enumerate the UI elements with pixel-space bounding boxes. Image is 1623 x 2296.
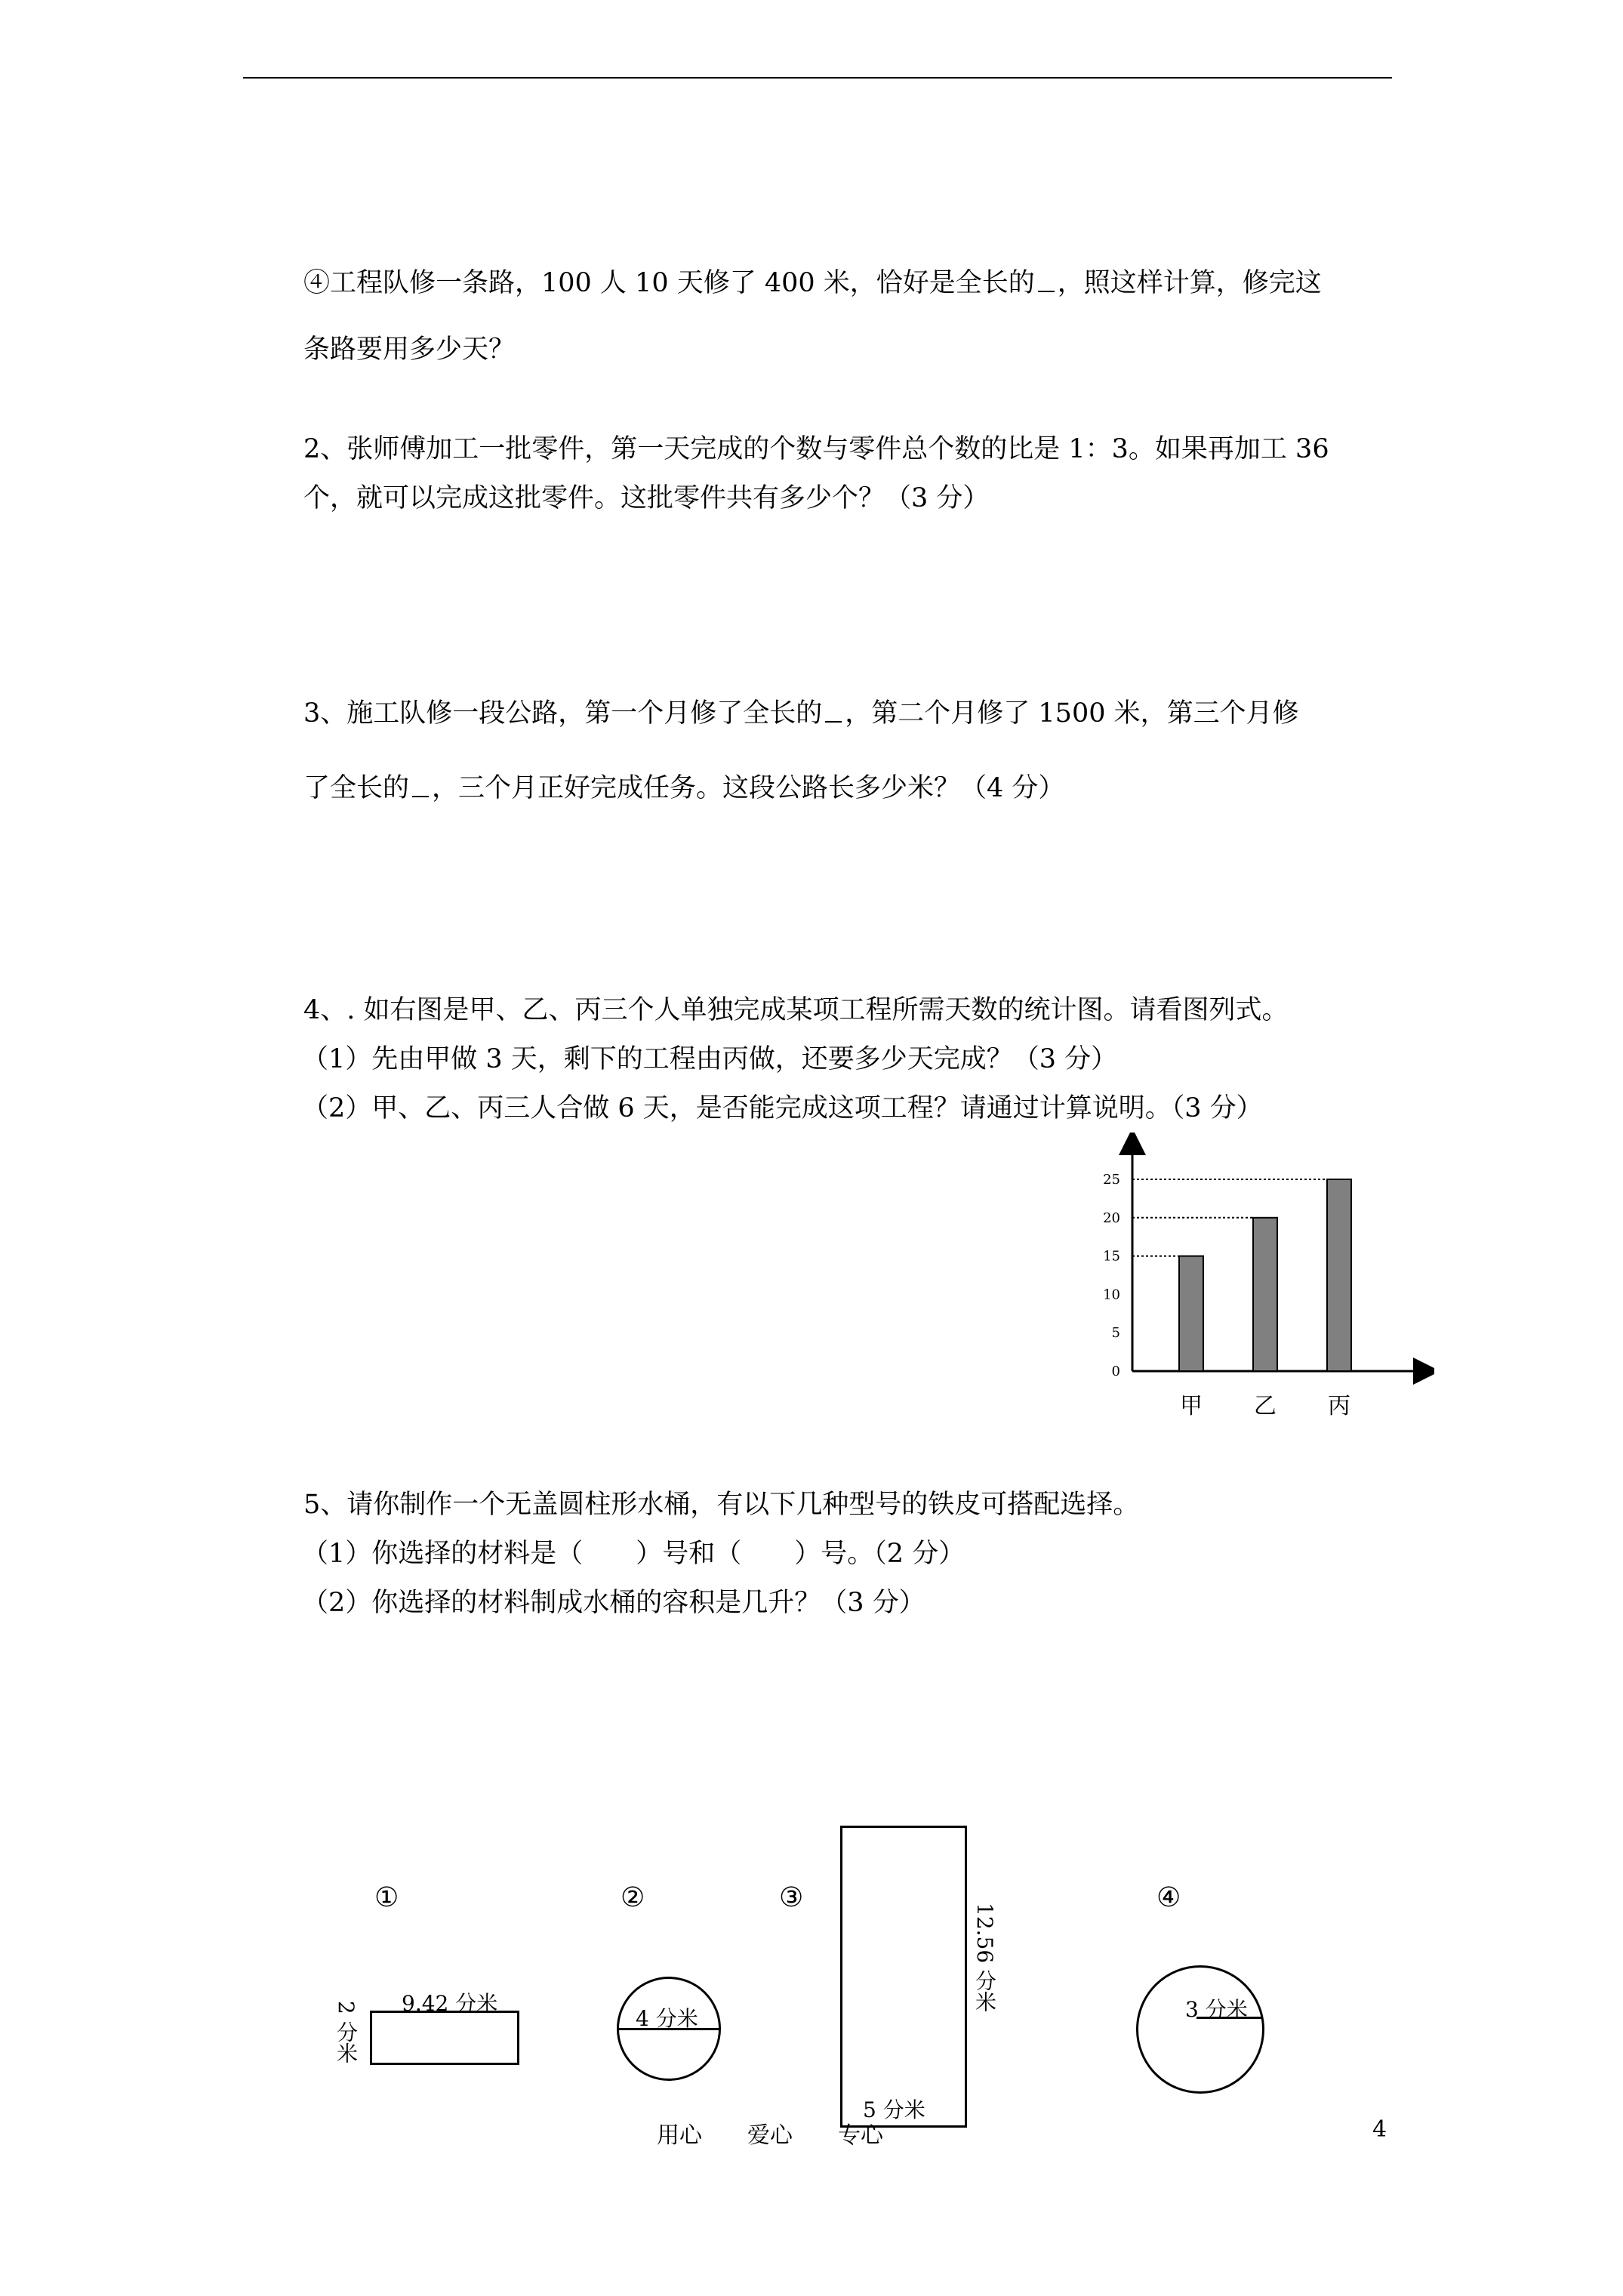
bar-2 — [1327, 1179, 1351, 1371]
y-tick-label: 25 — [1103, 1172, 1120, 1188]
bar-0 — [1179, 1256, 1203, 1371]
q2-line1: 2、张师傅加工一批零件，第一天完成的个数与零件总个数的比是 1：3。如果再加工 36 — [303, 434, 1329, 464]
q3-line1: 3、施工队修一段公路，第一个月修了全长的 ，第二个月修了 1500 米，第三个月修 — [303, 698, 1299, 729]
y-tick-label: 5 — [1111, 1325, 1120, 1342]
fraction-placeholder — [412, 782, 429, 797]
bar-chart — [1087, 1133, 1434, 1435]
header-rule — [243, 77, 1392, 79]
bar-1 — [1253, 1218, 1277, 1371]
shape3-rectangle — [840, 1826, 967, 2128]
category-label: 丙 — [1328, 1393, 1350, 1419]
footer-motto: 用心 爱心 专心 — [657, 2122, 883, 2149]
shape1-rectangle — [370, 2011, 519, 2065]
shape1-height-label: 2 分米 — [334, 2001, 359, 2063]
category-label: 甲 — [1180, 1393, 1203, 1419]
shape2-number: ② — [621, 1882, 645, 1913]
q4-sub1: （1）先由甲做 3 天，剩下的工程由丙做，还要多少天完成？（3 分） — [302, 1044, 1118, 1074]
shape1-number: ① — [374, 1882, 399, 1913]
fraction-placeholder — [825, 707, 842, 723]
shape4-number: ④ — [1156, 1882, 1181, 1913]
shape1-width-label: 9.42 分米 — [402, 1991, 498, 2016]
y-tick-label: 10 — [1103, 1287, 1120, 1303]
fraction-placeholder — [1038, 277, 1055, 292]
shape3-height-label: 12.56 分米 — [972, 1903, 997, 2013]
q5-sub1: （1）你选择的材料是（ ）号和（ ）号。（2 分） — [302, 1539, 965, 1569]
page-number: 4 — [1372, 2116, 1387, 2143]
y-tick-label: 15 — [1103, 1248, 1120, 1265]
category-label: 乙 — [1254, 1393, 1277, 1419]
q4-sub2: （2）甲、乙、丙三人合做 6 天，是否能完成这项工程？请通过计算说明。（3 分） — [302, 1093, 1263, 1123]
q2-line2: 个，就可以完成这批零件。这批零件共有多少个？（3 分） — [303, 483, 990, 513]
y-tick-label: 20 — [1103, 1210, 1120, 1226]
q3-line2: 了全长的 ，三个月正好完成任务。这段公路长多少米？（4 分） — [303, 773, 1065, 803]
shape2-diameter-label: 4 分米 — [636, 2006, 698, 2031]
shape4-radius-label: 3 分米 — [1185, 1997, 1248, 2022]
shape4-circle — [1136, 1965, 1264, 2094]
shape3-number: ③ — [779, 1882, 804, 1913]
q4prev-line1: ④工程队修一条路，100 人 10 天修了 400 米，恰好是全长的 ，照这样计算，修完这 — [303, 268, 1322, 298]
q5-line1: 5、请你制作一个无盖圆柱形水桶，有以下几种型号的铁皮可搭配选择。 — [303, 1490, 1140, 1520]
q4prev-line2: 条路要用多少天？ — [303, 334, 516, 365]
y-tick-label: 0 — [1111, 1364, 1120, 1379]
shape3-width-label: 5 分米 — [863, 2097, 925, 2122]
q4-line1: 4、. 如右图是甲、乙、丙三个人单独完成某项工程所需天数的统计图。请看图列式。 — [303, 995, 1289, 1025]
q5-sub2: （2）你选择的材料制成水桶的容积是几升？（3 分） — [302, 1588, 925, 1618]
